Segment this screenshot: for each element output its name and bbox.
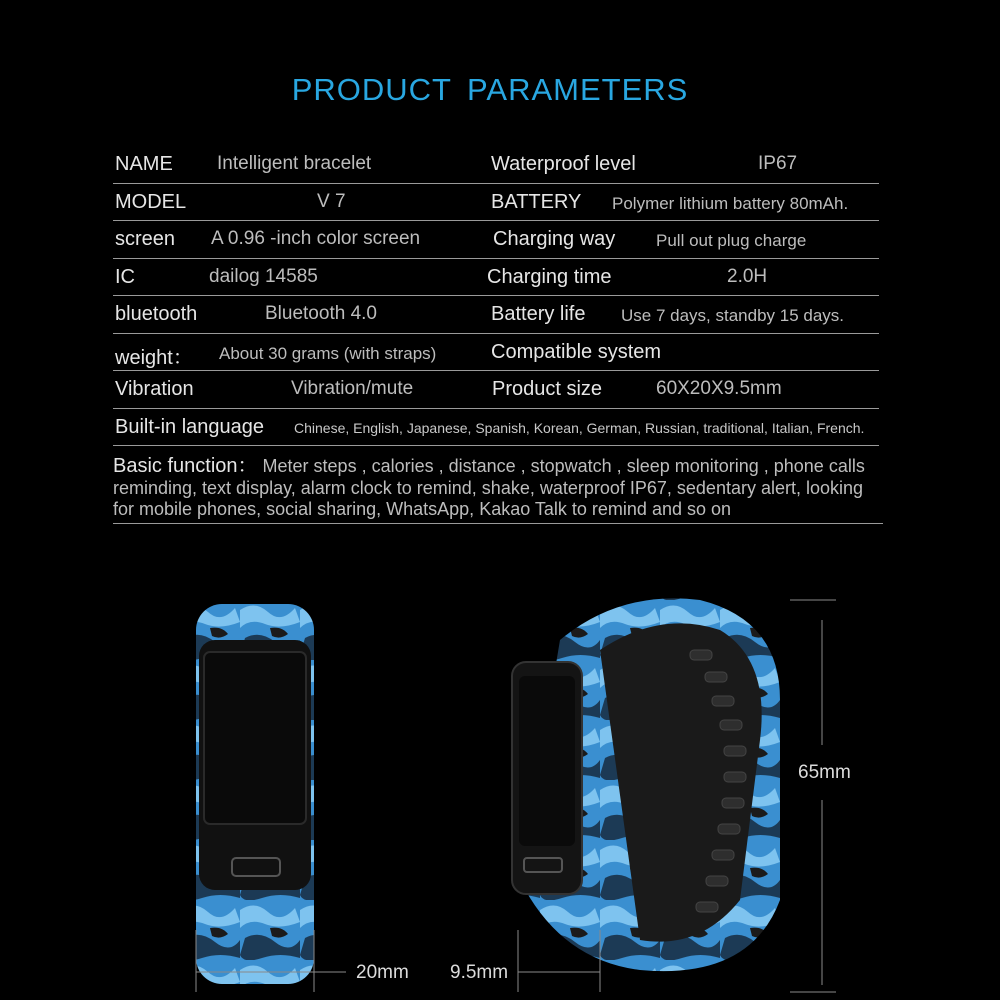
basic-function-label: Basic function： <box>113 455 258 477</box>
product-size-value: 60X20X9.5mm <box>656 378 782 399</box>
basic-function-value: Meter steps , calories , distance , stopwatch , sleep monitoring , phone calls reminding, text display, alarm clock to remind, shake, waterproof IP67, sedentary alert, looking for mobile phones, social sharing, WhatsApp, Kakao Talk to remind and so on <box>113 456 865 519</box>
charging-time-value: 2.0H <box>727 265 768 287</box>
battery-value: Polymer lithium battery 80mAh. <box>612 193 849 213</box>
vibration-value: Vibration/mute <box>291 378 414 399</box>
charging-way-label: Charging way <box>493 228 616 250</box>
model-value: V 7 <box>317 190 346 212</box>
screen-label: screen <box>115 228 176 250</box>
product-size-label: Product size <box>492 378 603 400</box>
name-value: Intelligent bracelet <box>217 153 372 174</box>
screen-value: A 0.96 -inch color screen <box>211 228 421 249</box>
thickness-dimension: 9.5mm <box>450 962 509 983</box>
page-title: PRODUCT PARAMETERS <box>291 72 689 107</box>
waterproof-label: Waterproof level <box>491 153 636 175</box>
vibration-label: Vibration <box>115 378 194 400</box>
compatible-label: Compatible system <box>491 340 662 363</box>
weight-label: weight： <box>115 346 193 369</box>
bluetooth-value: Bluetooth 4.0 <box>265 303 377 324</box>
bracelet-front-view <box>196 604 314 984</box>
language-value: Chinese, English, Japanese, Spanish, Korean, German, Russian, traditional, Italian, French. <box>294 419 865 436</box>
name-label: NAME <box>115 153 173 175</box>
weight-value: About 30 grams (with straps) <box>219 343 437 363</box>
charging-way-value: Pull out plug charge <box>656 231 807 250</box>
waterproof-value: IP67 <box>758 153 798 174</box>
bluetooth-label: bluetooth <box>115 303 198 325</box>
width-dimension: 20mm <box>356 962 409 983</box>
battery-label: BATTERY <box>491 190 582 213</box>
ic-label: IC <box>115 265 135 288</box>
battery-life-value: Use 7 days, standby 15 days. <box>621 306 845 325</box>
model-label: MODEL <box>115 190 187 213</box>
battery-life-label: Battery life <box>491 303 586 325</box>
ic-value: dailog 14585 <box>209 265 318 287</box>
bracelet-side-view <box>512 598 780 971</box>
height-dimension: 65mm <box>798 762 851 783</box>
charging-time-label: Charging time <box>487 265 612 288</box>
language-label: Built-in language <box>115 415 264 438</box>
